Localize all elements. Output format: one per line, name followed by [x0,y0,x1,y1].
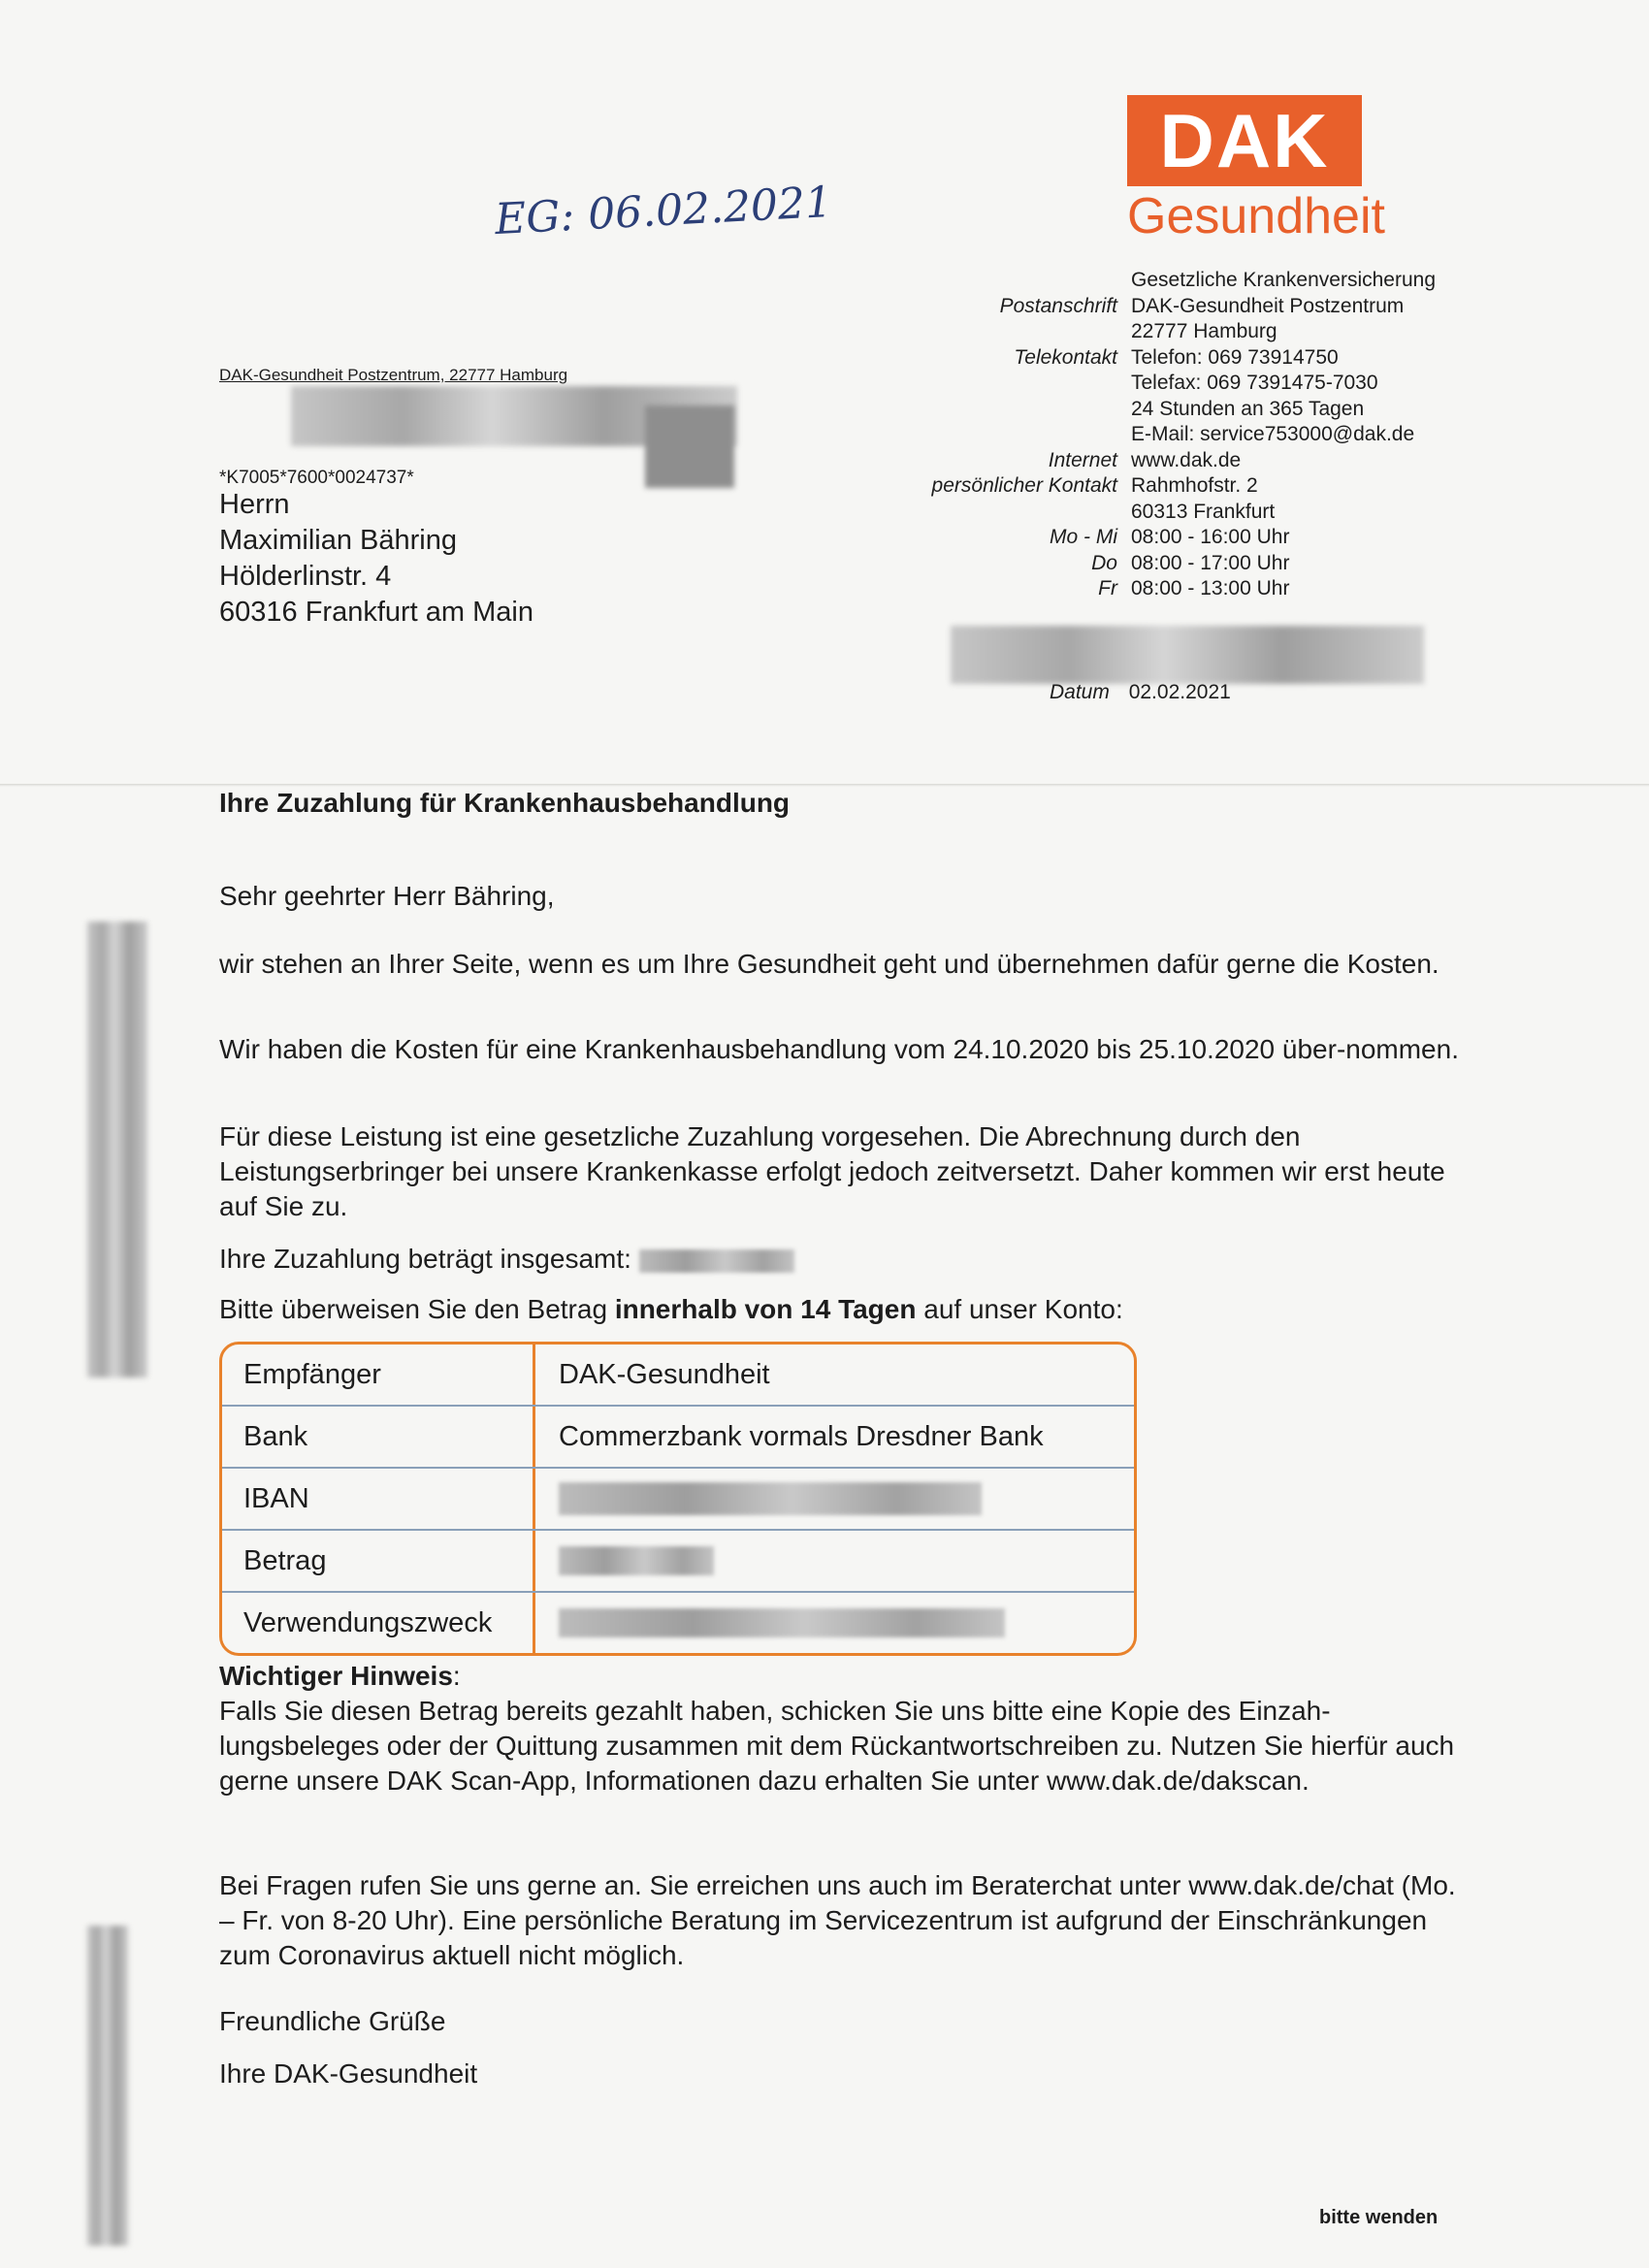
table-key: Verwendungszweck [222,1593,535,1653]
contact-row [873,422,1436,448]
dak-logo [1127,95,1385,244]
bank-details-table [219,1342,1137,1656]
contact-value: 24 Stunden an 365 Tagen [1131,397,1365,420]
contact-value: Telefon: 069 73914750 [1131,345,1339,369]
contact-value: E-Mail: service753000@dak.de [1131,423,1415,445]
contact-label [873,268,1131,294]
recipient-street: Hölderlinstr. 4 [219,561,392,592]
logo-sub: Gesundheit [1127,188,1385,244]
questions-paragraph: Bei Fragen rufen Sie uns gerne an. Sie erreichen uns auch im Beraterchat unter www.dak.de/chat (Mo. – Fr. von 8-20 Uhr). Eine persönliche Beratung im Servicezentrum ist aufgrund der Einschränkungen zum Coronavirus aktuell nicht möglich. [219,1870,1456,1970]
contact-label: Telekontakt [1014,345,1117,369]
contact-row [873,551,1436,577]
contact-row [873,345,1436,372]
notice-title: Wichtiger Hinweis [219,1661,453,1691]
contact-label: Mo - Mi [1050,526,1117,548]
table-key: Empfänger [222,1345,535,1405]
contact-row [873,576,1436,602]
sender-line: DAK-Gesundheit Postzentrum, 22777 Hamburg [219,366,568,384]
contact-label [873,371,1131,397]
table-row [222,1345,1134,1407]
recipient-code: *K7005*7600*0024737* [219,468,414,488]
contact-row [873,473,1436,500]
table-value: Commerzbank vormals Dresdner Bank [559,1420,1044,1452]
footer-turn-page: bitte wenden [1319,2207,1439,2228]
logo-brand: DAK [1127,95,1362,186]
paragraph-5 [219,1292,1471,1327]
contact-block [873,268,1436,602]
table-row [222,1407,1134,1469]
contact-label: Fr [1098,577,1117,599]
redacted-block [87,922,147,1377]
contact-value: 08:00 - 16:00 Uhr [1131,526,1290,548]
date-row [1050,681,1231,704]
contact-label [873,319,1131,345]
contact-label: Do [1091,551,1117,574]
contact-row [873,500,1436,526]
table-key: Betrag [222,1531,535,1591]
redacted-block [951,626,1424,684]
recipient-city: 60316 Frankfurt am Main [219,597,534,628]
paragraph-1: wir stehen an Ihrer Seite, wenn es um Ihre Gesundheit geht und übernehmen dafür gerne die Kosten. [219,949,1439,979]
contact-value: www.dak.de [1131,448,1242,471]
contact-value: DAK-Gesundheit Postzentrum [1131,294,1405,317]
paragraph-3: Für diese Leistung ist eine gesetzliche Zuzahlung vorgesehen. Die Abrechnung durch den Leistungserbringer bei unsere Krankenkasse erfolgt jedoch zeitversetzt. Daher kommen wir erst heute auf Sie zu. [219,1121,1445,1221]
contact-value: 60313 Frankfurt [1131,500,1276,523]
contact-label: persönlicher Kontakt [931,474,1117,497]
table-key: Bank [222,1407,535,1467]
date-label: Datum [1050,681,1110,703]
contact-row [873,268,1436,294]
paper-fold [0,784,1649,787]
contact-row [873,319,1436,345]
contact-row [873,525,1436,551]
closing: Freundliche Grüße [219,2006,446,2036]
signature: Ihre DAK-Gesundheit [219,2058,478,2089]
redacted-block [87,1926,128,2246]
notice: Wichtiger Hinweis: Falls Sie diesen Betrag bereits gezahlt haben, schicken Sie uns bitte eine Kopie des Einzah-lungsbeleges oder der Quittung zusammen mit dem Rückantwortschreiben zu. Nutzen Sie hierfür auch gerne unsere DAK Scan-App, Informationen dazu erhalten Sie unter www.dak.de/dakscan. [219,1659,1471,1798]
table-value [535,1469,1134,1529]
contact-label [873,397,1131,423]
date-value: 02.02.2021 [1128,681,1231,703]
recipient-salutation: Herrn [219,489,290,520]
contact-label: Internet [1048,448,1117,471]
p5-pre: Bitte überweisen Sie den Betrag [219,1294,615,1324]
table-key: IBAN [222,1469,535,1529]
recipient-name: Maximilian Bähring [219,525,457,556]
paragraph-4 [219,1242,1471,1277]
contact-value: 08:00 - 17:00 Uhr [1131,551,1290,574]
contact-value: Telefax: 069 7391475-7030 [1131,372,1378,394]
table-value [535,1593,1134,1653]
redacted-block [645,405,734,488]
redacted-amount [559,1546,714,1575]
p5-post: auf unser Konto: [916,1294,1123,1324]
contact-value: Rahmhofstr. 2 [1131,474,1258,497]
p5-bold: innerhalb von 14 Tagen [614,1294,917,1324]
letter-subject: Ihre Zuzahlung für Krankenhausbehandlung [219,788,791,818]
paragraph-2: Wir haben die Kosten für eine Krankenhausbehandlung vom 24.10.2020 bis 25.10.2020 über-nommen. [219,1034,1459,1064]
table-value: DAK-Gesundheit [559,1358,770,1390]
contact-value: 08:00 - 13:00 Uhr [1131,577,1290,599]
contact-label [873,500,1131,526]
contact-value: Gesetzliche Krankenversicherung [1131,269,1436,291]
greeting: Sehr geehrter Herr Bähring, [219,881,555,911]
amount-label: Ihre Zuzahlung beträgt insgesamt: [219,1244,631,1274]
contact-row [873,371,1436,397]
recipient-address [219,487,534,631]
table-value [535,1531,1134,1591]
table-row [222,1593,1134,1653]
table-row [222,1469,1134,1531]
contact-row [873,294,1436,320]
contact-value: 22777 Hamburg [1131,320,1277,342]
table-row [222,1531,1134,1593]
contact-row [873,448,1436,474]
notice-text: Falls Sie diesen Betrag bereits gezahlt haben, schicken Sie uns bitte eine Kopie des Einzah-lungsbeleges oder der Quittung zusammen mit dem Rückantwortschreiben zu. Nutzen Sie hierfür auch gerne unsere DAK Scan-App, Informationen dazu erhalten Sie unter www.dak.de/dakscan. [219,1696,1455,1796]
contact-label [873,422,1131,448]
redacted-amount [639,1249,794,1273]
redacted-iban [559,1482,982,1515]
contact-row [873,397,1436,423]
handwritten-note: EG: 06.02.2021 [493,177,834,245]
redacted-reference [559,1608,1005,1637]
contact-label: Postanschrift [999,294,1117,317]
